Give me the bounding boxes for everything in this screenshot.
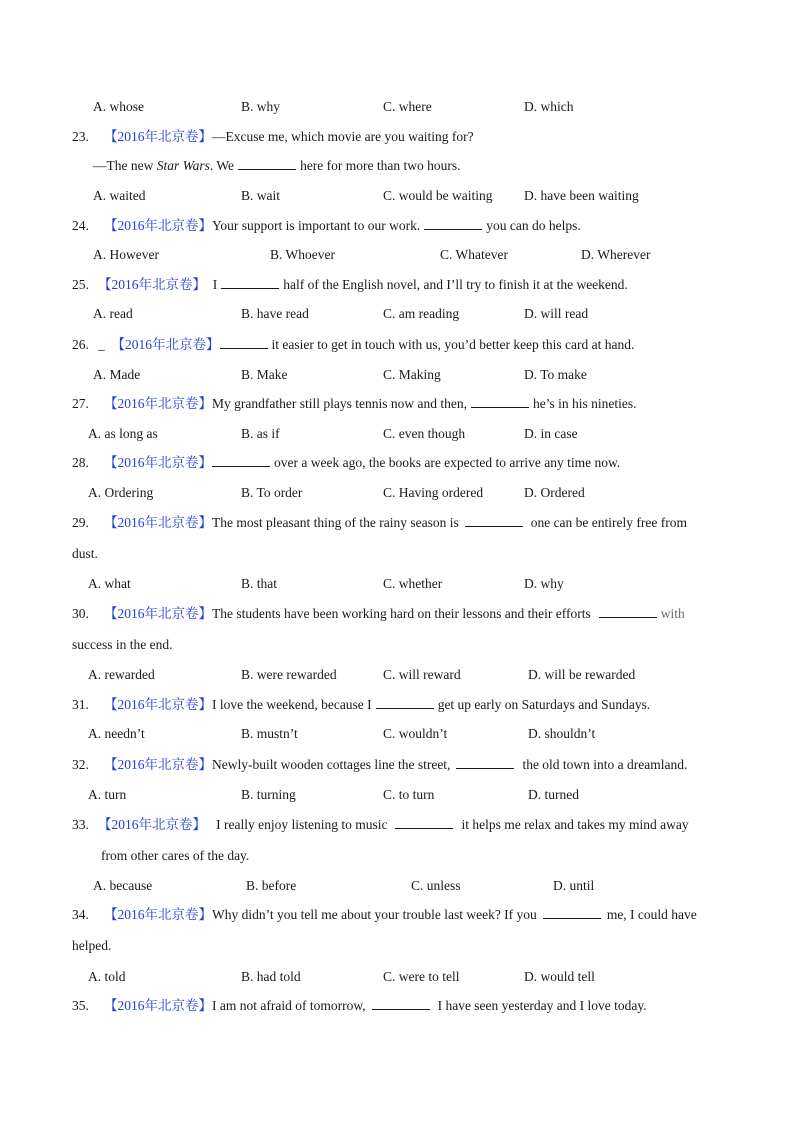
question-27 bbox=[0, 394, 800, 414]
option-d: D. Ordered bbox=[524, 485, 585, 500]
question-source: 【2016年北京卷】 bbox=[98, 817, 206, 832]
question-30-continued bbox=[0, 635, 800, 655]
answer-blank bbox=[238, 157, 296, 170]
question-text: success in the end. bbox=[72, 637, 173, 652]
question-number: 31. bbox=[72, 697, 89, 712]
question-34-continued bbox=[0, 936, 800, 956]
option-b: B. have read bbox=[241, 306, 309, 321]
question-source: 【2016年北京卷】 bbox=[104, 907, 212, 922]
reply-text: . We bbox=[209, 158, 235, 173]
question-text: helped. bbox=[72, 938, 112, 953]
question-25 bbox=[0, 275, 800, 295]
option-b: B. To order bbox=[241, 485, 303, 500]
question-number: 26. bbox=[72, 337, 89, 352]
question-30-options bbox=[0, 665, 800, 685]
question-31-options bbox=[0, 724, 800, 744]
question-26-options bbox=[0, 365, 800, 385]
option-b: B. mustn’t bbox=[241, 726, 298, 741]
question-29 bbox=[0, 513, 800, 533]
question-source: 【2016年北京卷】 bbox=[111, 337, 220, 352]
question-number: 28. bbox=[72, 455, 89, 470]
option-a: A. waited bbox=[93, 188, 146, 203]
option-a: A. told bbox=[88, 969, 126, 984]
question-text: you can do helps. bbox=[486, 218, 581, 233]
answer-blank bbox=[212, 454, 270, 467]
option-b: B. wait bbox=[241, 188, 280, 203]
option-b: B. before bbox=[246, 878, 297, 893]
option-a: A. as long as bbox=[88, 426, 158, 441]
question-text: My grandfather still plays tennis now and then, bbox=[212, 396, 467, 411]
question-text: —Excuse me, which movie are you waiting for? bbox=[212, 129, 474, 144]
option-a: A. because bbox=[93, 878, 153, 893]
answer-blank bbox=[599, 605, 657, 618]
option-d: D. turned bbox=[528, 787, 579, 802]
question-33-options bbox=[0, 876, 800, 896]
question-number: 27. bbox=[72, 396, 89, 411]
question-text: dust. bbox=[72, 546, 98, 561]
question-34 bbox=[0, 905, 800, 925]
option-c: C. Whatever bbox=[440, 247, 508, 262]
option-a: A. turn bbox=[88, 787, 127, 802]
option-d: D. until bbox=[553, 878, 595, 893]
question-source: 【2016年北京卷】 bbox=[104, 218, 212, 233]
question-30 bbox=[0, 604, 800, 624]
option-d: D. in case bbox=[524, 426, 578, 441]
question-text: Newly-built wooden cottages line the street, bbox=[212, 757, 451, 772]
question-35 bbox=[0, 996, 800, 1016]
question-source: 【2016年北京卷】 bbox=[104, 396, 212, 411]
option-a: A. read bbox=[93, 306, 133, 321]
question-number: 34. bbox=[72, 907, 89, 922]
question-23 bbox=[0, 127, 800, 147]
question-number: 33. bbox=[72, 817, 89, 832]
movie-title: Star Wars bbox=[156, 158, 210, 173]
option-c: C. will reward bbox=[383, 667, 461, 682]
option-c: C. Making bbox=[383, 367, 441, 382]
question-32-options bbox=[0, 785, 800, 805]
option-d: D. will read bbox=[524, 306, 589, 321]
option-c: C. where bbox=[383, 99, 432, 114]
question-text: from other cares of the day. bbox=[101, 848, 250, 863]
option-b: B. that bbox=[241, 576, 277, 591]
option-c: C. to turn bbox=[383, 787, 435, 802]
question-number: 32. bbox=[72, 757, 89, 772]
question-27-options bbox=[0, 424, 800, 444]
question-number: 24. bbox=[72, 218, 89, 233]
option-c: C. am reading bbox=[383, 306, 460, 321]
question-text: I love the weekend, because I bbox=[212, 697, 372, 712]
question-source: 【2016年北京卷】 bbox=[104, 515, 212, 530]
option-c: C. unless bbox=[411, 878, 461, 893]
question-number: 30. bbox=[72, 606, 89, 621]
question-source: 【2016年北京卷】 bbox=[98, 277, 206, 292]
question-number: 35. bbox=[72, 998, 89, 1013]
answer-blank bbox=[543, 906, 601, 919]
option-a: A. whose bbox=[93, 99, 144, 114]
question-text: over a week ago, the books are expected to arrive any time now. bbox=[274, 455, 621, 470]
question-31 bbox=[0, 695, 800, 715]
option-d: D. why bbox=[524, 576, 564, 591]
question-text: I really enjoy listening to music bbox=[216, 817, 388, 832]
question-text: the old town into a dreamland. bbox=[522, 757, 688, 772]
question-source: 【2016年北京卷】 bbox=[104, 757, 212, 772]
question-text: The most pleasant thing of the rainy season is bbox=[212, 515, 459, 530]
question-28-options bbox=[0, 483, 800, 503]
reply-text: —The new bbox=[93, 158, 157, 173]
question-text: half of the English novel, and I’ll try to finish it at the weekend. bbox=[283, 277, 628, 292]
question-29-continued bbox=[0, 544, 800, 564]
question-29-options bbox=[0, 574, 800, 594]
option-d: D. have been waiting bbox=[524, 188, 639, 203]
option-d: D. shouldn’t bbox=[528, 726, 596, 741]
question-34-options bbox=[0, 967, 800, 987]
answer-blank bbox=[221, 276, 279, 289]
option-b: B. turning bbox=[241, 787, 296, 802]
option-d: D. Wherever bbox=[581, 247, 651, 262]
option-a: A. what bbox=[88, 576, 131, 591]
question-number: 25. bbox=[72, 277, 89, 292]
question-text: The students have been working hard on their lessons and their efforts bbox=[212, 606, 591, 621]
question-text: one can be entirely free from bbox=[530, 515, 687, 530]
option-b: B. Whoever bbox=[270, 247, 335, 262]
option-a: A. Ordering bbox=[88, 485, 154, 500]
question-23-reply bbox=[0, 156, 800, 176]
option-c: C. whether bbox=[383, 576, 443, 591]
option-d: D. will be rewarded bbox=[528, 667, 636, 682]
answer-blank bbox=[456, 756, 514, 769]
option-b: B. were rewarded bbox=[241, 667, 337, 682]
question-text: it helps me relax and takes my mind away bbox=[461, 817, 689, 832]
question-source: 【2016年北京卷】 bbox=[104, 606, 212, 621]
option-d: D. would tell bbox=[524, 969, 595, 984]
question-text: it easier to get in touch with us, you’d better keep this card at hand. bbox=[271, 337, 635, 352]
question-prefix: _ bbox=[98, 337, 105, 352]
question-text: he’s in his nineties. bbox=[532, 396, 637, 411]
option-b: B. Make bbox=[241, 367, 288, 382]
question-text: me, I could have bbox=[606, 907, 697, 922]
question-source: 【2016年北京卷】 bbox=[104, 697, 212, 712]
question-32 bbox=[0, 755, 800, 775]
question-source: 【2016年北京卷】 bbox=[104, 998, 212, 1013]
option-c: C. even though bbox=[383, 426, 466, 441]
question-source: 【2016年北京卷】 bbox=[104, 129, 212, 144]
question-source: 【2016年北京卷】 bbox=[104, 455, 212, 470]
question-text: I have seen yesterday and I love today. bbox=[437, 998, 647, 1013]
question-24-options bbox=[0, 245, 800, 265]
question-text: I bbox=[212, 277, 218, 292]
question-26 bbox=[0, 335, 800, 355]
answer-blank bbox=[220, 336, 268, 349]
question-number: 29. bbox=[72, 515, 89, 530]
question-23-options bbox=[0, 186, 800, 206]
option-c: C. were to tell bbox=[383, 969, 460, 984]
question-text: get up early on Saturdays and Sundays. bbox=[437, 697, 651, 712]
option-d: D. To make bbox=[524, 367, 587, 382]
option-a: A. rewarded bbox=[88, 667, 155, 682]
answer-blank bbox=[395, 816, 453, 829]
answer-blank bbox=[376, 696, 434, 709]
answer-blank bbox=[372, 997, 430, 1010]
reply-text: here for more than two hours. bbox=[300, 158, 461, 173]
answer-blank bbox=[424, 217, 482, 230]
option-a: A. Made bbox=[93, 367, 141, 382]
option-a: A. needn’t bbox=[88, 726, 145, 741]
question-25-options bbox=[0, 304, 800, 324]
question-33-continued bbox=[0, 846, 800, 866]
question-text: I am not afraid of tomorrow, bbox=[212, 998, 366, 1013]
answer-blank bbox=[471, 395, 529, 408]
question-22-options bbox=[0, 97, 800, 117]
question-number: 23. bbox=[72, 129, 89, 144]
option-c: C. Having ordered bbox=[383, 485, 484, 500]
option-b: B. had told bbox=[241, 969, 301, 984]
question-text: Your support is important to our work. bbox=[212, 218, 421, 233]
option-c: C. would be waiting bbox=[383, 188, 493, 203]
question-24 bbox=[0, 216, 800, 236]
option-d: D. which bbox=[524, 99, 574, 114]
question-text: Why didn’t you tell me about your trouble last week? If you bbox=[212, 907, 537, 922]
option-c: C. wouldn’t bbox=[383, 726, 448, 741]
option-a: A. However bbox=[93, 247, 159, 262]
question-33 bbox=[0, 815, 800, 835]
question-28 bbox=[0, 453, 800, 473]
option-b: B. as if bbox=[241, 426, 280, 441]
option-b: B. why bbox=[241, 99, 281, 114]
question-text: with bbox=[660, 606, 685, 621]
answer-blank bbox=[465, 514, 523, 527]
